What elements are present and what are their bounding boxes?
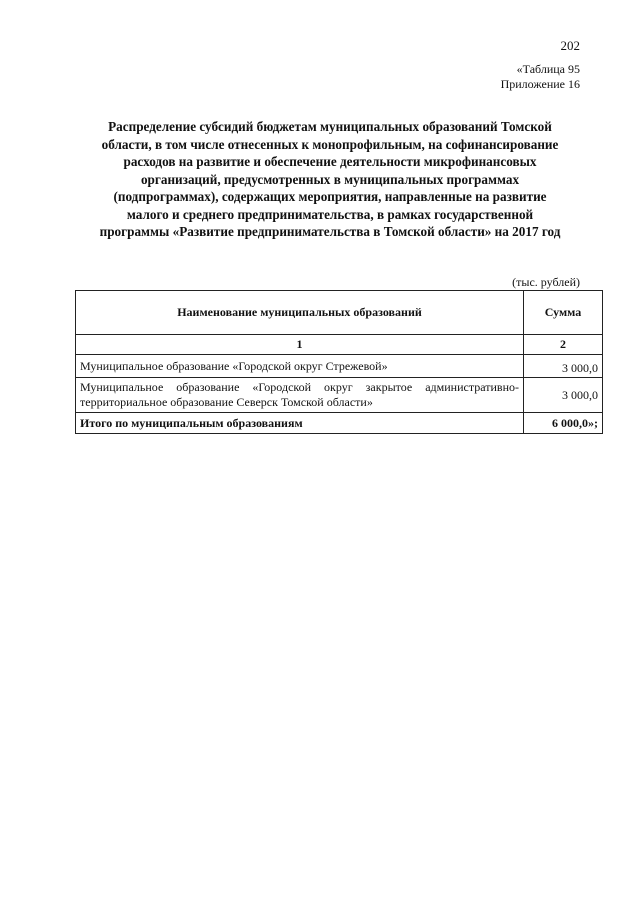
column-number-row	[76, 335, 603, 355]
column-header-sum: Сумма	[524, 291, 603, 335]
title-line: программы «Развитие предпринимательства в Томской области» на 2017 год	[99, 224, 561, 239]
total-sum: 6 000,0»;	[524, 413, 603, 434]
units-label: (тыс. рублей)	[512, 275, 580, 289]
title-line: малого и среднего предпринимательства, в рамках государственной	[126, 206, 534, 222]
row-sum: 3 000,0	[524, 378, 603, 413]
title-line: расходов на развитие и обеспечение деятельности микрофинансовых	[123, 154, 537, 169]
table-ref: «Таблица 95	[516, 62, 580, 76]
title-line: (подпрограммах), содержащих мероприятия, направленные на развитие	[113, 189, 547, 204]
row-sum: 3 000,0	[524, 355, 603, 378]
table-row	[76, 355, 603, 378]
subsidy-table	[75, 290, 603, 434]
document-title	[70, 118, 590, 241]
title-line: организаций, предусмотренных в муниципальных программах	[140, 171, 520, 187]
table-total-row	[76, 413, 603, 434]
column-number: 2	[524, 335, 603, 355]
appendix-ref: Приложение 16	[500, 77, 580, 91]
title-line: области, в том числе отнесенных к монопрофильным, на софинансирование	[101, 136, 559, 152]
table-header-reference	[501, 62, 580, 92]
table-row	[76, 378, 603, 413]
column-number: 1	[76, 335, 524, 355]
total-label: Итого по муниципальным образованиям	[76, 413, 524, 434]
row-name: Муниципальное образование «Городской округ закрытое административно-территориальное образование Северск Томской области»	[76, 378, 524, 413]
table-header-row	[76, 291, 603, 335]
row-name: Муниципальное образование «Городской округ Стрежевой»	[76, 355, 524, 378]
title-line: Распределение субсидий бюджетам муниципальных образований Томской	[108, 119, 552, 134]
page-number: 202	[560, 38, 580, 53]
column-header-name: Наименование муниципальных образований	[76, 291, 524, 335]
